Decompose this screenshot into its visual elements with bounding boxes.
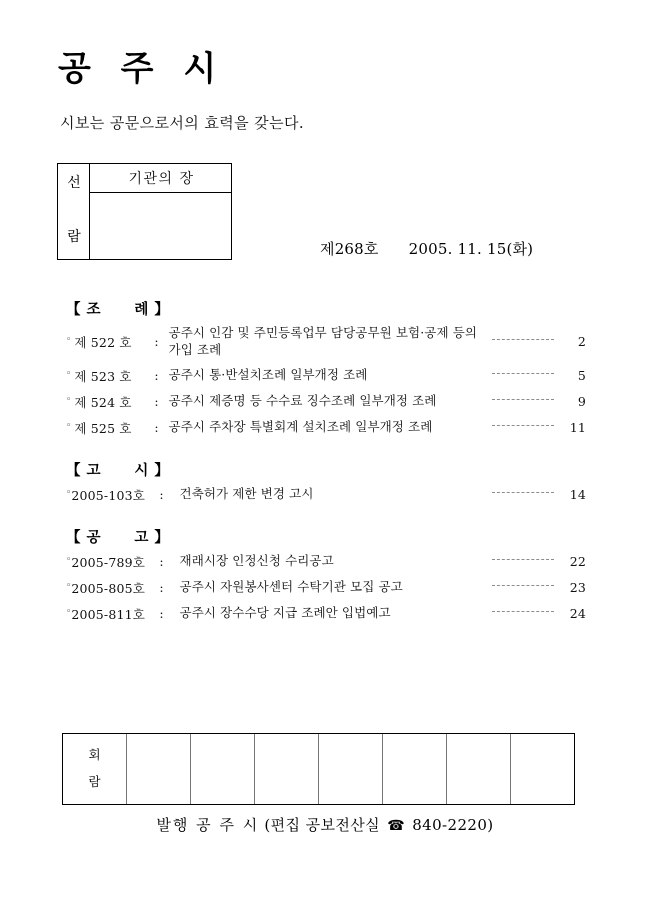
entry-title: 공주시 자원봉사센터 수탁기관 모집 공고: [179, 579, 403, 595]
entry-page-number: 24: [569, 606, 586, 622]
entry-colon: :: [159, 554, 164, 570]
circulation-cell[interactable]: [319, 734, 383, 804]
telephone-icon: ☎: [387, 818, 406, 834]
entry-number: 제 524 호: [74, 394, 132, 410]
leader-rule: [492, 425, 554, 426]
issue-number: 제268호: [320, 240, 379, 258]
circulation-label-bottom: 람: [88, 774, 101, 789]
footer: [0, 814, 650, 835]
footer-publisher: 발행 공 주 시: [156, 816, 260, 834]
entry-page-number: 9: [577, 394, 586, 410]
entry-title: 공주시 주차장 특별회계 설치조례 일부개정 조례: [168, 419, 433, 435]
entry-colon: :: [154, 334, 159, 350]
circulation-cell[interactable]: [383, 734, 447, 804]
entry-colon: :: [154, 420, 159, 436]
leader-rule: [492, 373, 554, 374]
toc-entry[interactable]: [66, 553, 586, 571]
leader-rule: [492, 585, 554, 586]
entry-page-number: 11: [569, 420, 586, 436]
bullet-icon: ◦: [66, 581, 72, 592]
entry-colon: :: [154, 368, 159, 384]
entry-title: 재래시장 인정신청 수리공고: [179, 553, 334, 569]
approval-signature-cell: [90, 193, 231, 259]
approval-stamp-left-column: [58, 164, 90, 259]
circulation-label-top: 회: [88, 747, 101, 762]
circulation-cell[interactable]: [191, 734, 255, 804]
approval-header-label: 기관의 장: [128, 171, 195, 187]
issue-line: [320, 238, 590, 259]
entry-number: 제 522 호: [74, 334, 132, 350]
toc-entry[interactable]: [66, 393, 586, 411]
page-title: 공 주 시: [58, 49, 226, 89]
toc-section-ordinance: [66, 298, 586, 437]
entry-number: 2005-103호: [71, 487, 146, 503]
bullet-icon: ◦: [66, 421, 72, 432]
toc-entry[interactable]: [66, 486, 586, 504]
section-heading-ordinance: 【 조 례 】: [66, 301, 170, 318]
circulation-cell[interactable]: [447, 734, 511, 804]
circulation-table: [62, 733, 575, 805]
entry-colon: :: [154, 394, 159, 410]
entry-page-number: 5: [577, 368, 586, 384]
toc-section-notice: [66, 459, 586, 504]
entry-title: 공주시 인감 및 주민등록업무 담당공무원 보험·공제 등의 가입 조례: [168, 325, 478, 357]
toc-entry[interactable]: [66, 419, 586, 437]
bullet-icon: ◦: [66, 369, 72, 380]
section-heading-notice: 【 고 시 】: [66, 461, 170, 479]
entry-colon: :: [159, 580, 164, 596]
bullet-icon: ◦: [66, 395, 72, 406]
entry-page-number: 23: [569, 580, 586, 596]
toc-entry[interactable]: [66, 325, 586, 359]
bullet-icon: ◦: [66, 335, 72, 346]
section-heading-announcement: 【 공 고 】: [66, 528, 170, 546]
entry-title: 건축허가 제한 변경 고시: [179, 486, 314, 502]
approval-stamp-box: [57, 163, 232, 260]
approval-header-cell: [90, 164, 231, 193]
toc-entry[interactable]: [66, 367, 586, 385]
entry-page-number: 2: [577, 334, 586, 350]
leader-rule: [492, 559, 554, 560]
toc-entry[interactable]: [66, 605, 586, 623]
bullet-icon: ◦: [66, 607, 72, 618]
issue-date: 2005. 11. 15(화): [408, 240, 534, 258]
entry-colon: :: [159, 487, 164, 503]
entry-title: 공주시 제증명 등 수수료 징수조례 일부개정 조례: [168, 393, 437, 409]
toc-entry[interactable]: [66, 579, 586, 597]
entry-title: 공주시 통·반설치조례 일부개정 조례: [168, 367, 368, 383]
table-of-contents: [66, 298, 586, 631]
entry-number: 2005-789호: [71, 554, 146, 570]
leader-rule: [492, 492, 554, 493]
approval-label-bottom: 람: [67, 229, 81, 245]
bullet-icon: ◦: [66, 488, 72, 499]
leader-rule: [492, 399, 554, 400]
approval-label-top: 선: [67, 175, 81, 191]
footer-editor: (편집 공보전산실: [264, 816, 381, 834]
leader-rule: [492, 339, 554, 340]
toc-section-announcement: [66, 526, 586, 623]
entry-number: 2005-805호: [71, 580, 146, 596]
entry-colon: :: [159, 606, 164, 622]
circulation-label-cell: [63, 734, 127, 804]
footer-phone-number: 840-2220): [412, 816, 494, 834]
entry-page-number: 14: [569, 487, 586, 503]
masthead-tagline: 시보는 공문으로서의 효력을 갖는다.: [60, 114, 305, 132]
circulation-cell[interactable]: [511, 734, 574, 804]
entry-title: 공주시 장수수당 지급 조례안 입법예고: [179, 605, 391, 621]
entry-number: 2005-811호: [71, 606, 146, 622]
entry-page-number: 22: [569, 554, 586, 570]
circulation-cell[interactable]: [255, 734, 319, 804]
leader-rule: [492, 611, 554, 612]
bullet-icon: ◦: [66, 555, 72, 566]
entry-number: 제 525 호: [74, 420, 132, 436]
entry-number: 제 523 호: [74, 368, 132, 384]
circulation-cell[interactable]: [127, 734, 191, 804]
